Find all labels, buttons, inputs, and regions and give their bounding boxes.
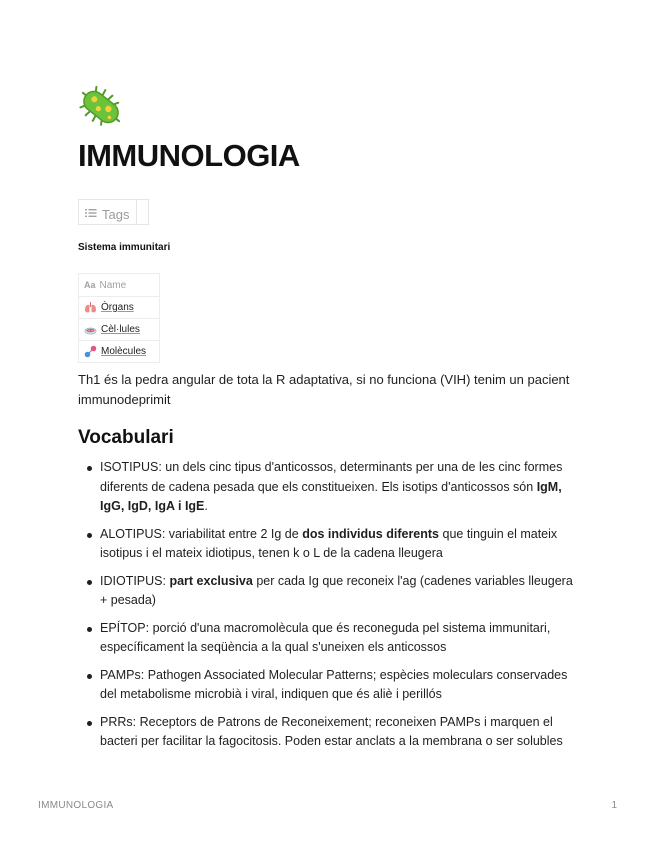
table-header xyxy=(79,274,159,296)
lungs-icon xyxy=(84,301,97,314)
column-header-name: Name xyxy=(99,279,127,291)
tags-property[interactable] xyxy=(78,199,149,225)
property-divider xyxy=(136,200,137,224)
page-number: 1 xyxy=(611,800,617,811)
molecule-icon xyxy=(84,345,97,358)
footer-title: IMMUNOLOGIA xyxy=(38,800,114,811)
vocabulary-list xyxy=(78,458,583,760)
section-heading-vocabulari: Vocabulari xyxy=(78,427,174,448)
list-icon xyxy=(85,205,97,223)
intro-paragraph: Th1 és la pedra angular de tota la R adaptativa, si no funciona (VIH) tenim un pacient immunodeprimit xyxy=(78,372,570,407)
page-title: IMMUNOLOGIA xyxy=(78,138,300,173)
petri-dish-icon xyxy=(84,323,97,336)
list-item: PAMPs: Pathogen Associated Molecular Patterns; espècies moleculars conservades del metabolisme microbià i viral, indiquen que és aliè i perillós xyxy=(78,666,583,705)
row-link[interactable]: Molècules xyxy=(101,346,147,357)
row-link[interactable]: Cèl·lules xyxy=(101,324,140,335)
list-item: EPÍTOP: porció d'una macromolècula que és reconeguda pel sistema immunitari, específicament la seqüència a la qual s'uneixen els anticossos xyxy=(78,619,583,658)
table-row[interactable] xyxy=(79,340,159,362)
table-row[interactable] xyxy=(79,318,159,340)
microbe-icon[interactable] xyxy=(78,84,124,130)
list-item: ISOTIPUS: un dels cinc tipus d'anticossos, determinants per una de les cinc formes diferents de cadena pesada que els constitueixen. Els isotips d'anticossos són IgM, IgG, IgD, IgA i IgE. xyxy=(78,458,583,517)
row-link[interactable]: Òrgans xyxy=(101,302,134,313)
linked-database-table xyxy=(78,273,160,363)
list-item: IDIOTIPUS: part exclusiva per cada Ig que reconeix l'ag (cadenes variables lleugera + pesada) xyxy=(78,572,583,611)
section-label: Sistema immunitari xyxy=(78,242,171,253)
list-item: PRRs: Receptors de Patrons de Reconeixement; reconeixen PAMPs i marquen el bacteri per facilitar la fagocitosis. Poden estar anclats a la membrana o ser solubles xyxy=(78,713,583,752)
table-row[interactable] xyxy=(79,296,159,318)
text-property-icon: Aa xyxy=(84,280,96,290)
tags-label: Tags xyxy=(102,206,130,222)
list-item: ALOTIPUS: variabilitat entre 2 Ig de dos individus diferents que tinguin el mateix isotipus i el mateix idiotipus, tenen k o L de la cadena lleugera xyxy=(78,525,583,564)
